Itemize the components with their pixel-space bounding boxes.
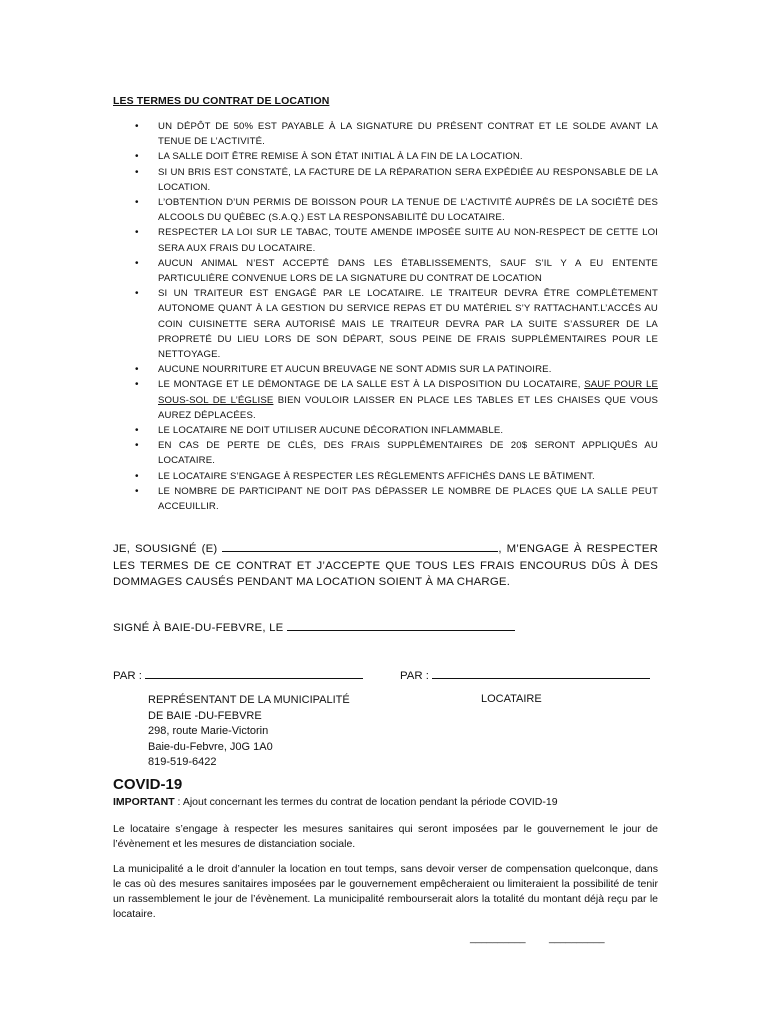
- term-item: • LE LOCATAIRE NE DOIT UTILISER AUCUNE DÉCORATION INFLAMMABLE.: [113, 423, 658, 438]
- municipality-signature-field[interactable]: [145, 678, 363, 679]
- bullet-icon: •: [135, 379, 139, 391]
- term-item: • LE NOMBRE DE PARTICIPANT NE DOIT PAS DÉPASSER LE NOMBRE DE PLACES QUE LA SALLE PEUT ACCEUILLIR.: [135, 485, 658, 513]
- bullet-icon: •: [135, 425, 139, 437]
- term-item: • AUCUNE NOURRITURE ET AUCUN BREUVAGE NE SONT ADMIS SUR LA PATINOIRE.: [113, 362, 658, 377]
- bullet-icon: •: [135, 440, 139, 452]
- term-item: • RESPECTER LA LOI SUR LE TABAC, TOUTE AMENDE IMPOSÉE SUITE AU NON-RESPECT DE CETTE LOI SERA AUX FRAIS DU LOCATAIRE.: [135, 227, 658, 254]
- term-item: • L’OBTENTION D’UN PERMIS DE BOISSON POUR LA TENUE DE L’ACTIVITÉ AUPRÈS DE LA SOCIÉTÉ DES ALCOOLS DU QUÉBEC (S.A.Q.) EST LA RESPONSABILITÉ DU LOCATAIRE.: [135, 197, 658, 224]
- term-item: • LA SALLE DOIT ÊTRE REMISE À SON ÉTAT INITIAL À LA FIN DE LA LOCATION.: [113, 149, 658, 164]
- term-item: • LE LOCATAIRE S’ENGAGE À RESPECTER LES RÈGLEMENTS AFFICHÉS DANS LE BÂTIMENT.: [113, 469, 658, 484]
- signed-place-date: SIGNÉ À BAIE-DU-FEBVRE, LE: [113, 622, 515, 634]
- term-item: • SI UN BRIS EST CONSTATÉ, LA FACTURE DE LA RÉPARATION SERA EXPÉDIÉE AU RESPONSABLE DE LA LOCATION.: [135, 166, 658, 193]
- tenant-signature: PAR :: [400, 670, 650, 682]
- representative-line: Baie-du-Febvre, J0G 1A0: [148, 740, 273, 753]
- underlined-exception: SAUF POUR LE SOUS-SOL DE L’ÉGLISE: [158, 379, 658, 406]
- bullet-icon: •: [135, 257, 139, 269]
- bullet-icon: •: [135, 485, 139, 497]
- bullet-icon: •: [135, 197, 139, 209]
- bullet-icon: •: [135, 364, 139, 376]
- date-field[interactable]: [287, 630, 515, 631]
- pledge-statement: JE, SOUSIGNÉ (E) , M’ENGAGE À RESPECTER LES TERMES DE CE CONTRAT ET J’ACCEPTE QUE TOUS LES FRAIS ENCOURUS DÛS À DES DOMMAGES CAUSÉS PENDANT MA LOCATION SOIENT À MA CHARGE.: [113, 543, 658, 588]
- representative-line: 819-519-6422: [148, 756, 217, 768]
- term-item: • LE MONTAGE ET LE DÉMONTAGE DE LA SALLE EST À LA DISPOSITION DU LOCATAIRE, SAUF POUR LE SOUS-SOL DE L’ÉGLISE BIEN VOULOIR LAISSER EN PLACE LES TABLES ET LES CHAISES QUE VOUS AUREZ DÉPLACÉES.: [135, 379, 658, 421]
- signatory-name-field[interactable]: [222, 551, 498, 552]
- bullet-icon: •: [135, 166, 139, 178]
- term-item: • UN DÉPÔT DE 50% EST PAYABLE À LA SIGNATURE DU PRÉSENT CONTRAT ET LE SOLDE AVANT LA TENUE DE L’ACTIVITÉ.: [135, 121, 658, 148]
- covid-title: COVID-19: [113, 776, 183, 793]
- covid-important-note: IMPORTANT : Ajout concernant les termes du contrat de location pendant la période COVID-19: [113, 796, 558, 808]
- terms-list: [113, 119, 658, 514]
- bullet-icon: •: [135, 151, 139, 163]
- initials-field[interactable]: __________: [549, 933, 605, 944]
- term-item: • SI UN TRAITEUR EST ENGAGÉ PAR LE LOCATAIRE. LE TRAITEUR DEVRA ÊTRE COMPLÈTEMENT AUTONOME QUANT À LA GESTION DU SERVICE REPAS ET DU MATÉRIEL S’Y RATTACHANT.L’ACCÈS AU COIN CUISINETTE SERA AUTORISÉ MAIS LE TRAITEUR DEVRA PAR LA SUITE S’ASSURER DE LA PROPRETÉ DU LIEU LORS DE SON DÉPART, SOUS PEINE DE FRAIS SUPPLÉMENTAIRES POUR LE NETTOYAGE.: [135, 288, 658, 361]
- bullet-icon: •: [135, 470, 139, 482]
- initials-field[interactable]: __________: [470, 933, 526, 944]
- representative-block: [148, 693, 350, 771]
- terms-heading: LES TERMES DU CONTRAT DE LOCATION: [113, 95, 330, 107]
- bullet-icon: •: [135, 121, 139, 132]
- covid-paragraph: La municipalité a le droit d’annuler la location en tout temps, sans devoir verser de compensation quelconque, dans le cas où des mesures sanitaires imposées par le gouvernement empêcheraient ou limiteraient la possibilité de tenir un rassemblement le jour de l’évènement. La municipalité rembourserait alors la totalité du montant déjà reçu par le locataire.: [113, 863, 658, 920]
- term-item: • AUCUN ANIMAL N’EST ACCEPTÉ DANS LES ÉTABLISSEMENTS, SAUF S’IL Y A EU ENTENTE PARTICULIÈRE CONVENUE LORS DE LA SIGNATURE DU CONTRAT DE LOCATION: [135, 257, 658, 285]
- tenant-signature-field[interactable]: [432, 678, 650, 679]
- covid-paragraph: Le locataire s’engage à respecter les mesures sanitaires qui seront imposées par le gouvernement le jour de l’évènement et les mesures de distanciation sociale.: [113, 823, 658, 850]
- representative-line: REPRÉSENTANT DE LA MUNICIPALITÉ: [148, 694, 350, 706]
- municipality-signature: PAR :: [113, 670, 363, 682]
- tenant-label: LOCATAIRE: [481, 693, 542, 705]
- term-item: • EN CAS DE PERTE DE CLÉS, DES FRAIS SUPPLÉMENTAIRES DE 20$ SERONT APPLIQUÉS AU LOCATAIRE.: [135, 440, 658, 467]
- bullet-icon: •: [135, 227, 139, 239]
- representative-line: DE BAIE -DU-FEBVRE: [148, 709, 262, 722]
- bullet-icon: •: [135, 288, 139, 300]
- representative-line: 298, route Marie-Victorin: [148, 725, 269, 737]
